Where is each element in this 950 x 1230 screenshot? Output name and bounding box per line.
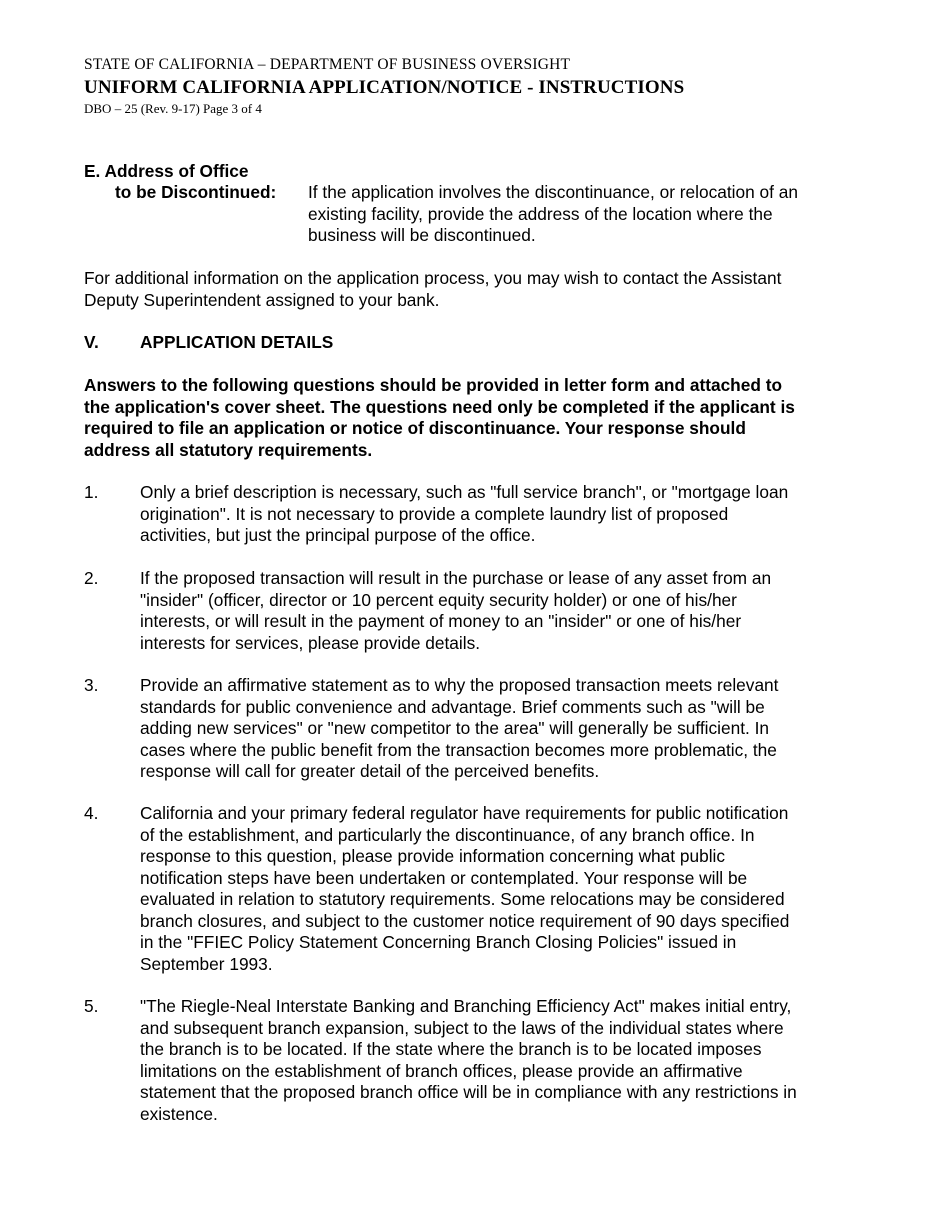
text-line: Deputy Superintendent assigned to your bank. <box>84 289 440 310</box>
text-line: Only a brief description is necessary, such as "full service branch", or "mortgage loan <box>140 482 789 502</box>
text-line: of the establishment, and particularly the discontinuance, of any branch office. In <box>140 824 755 845</box>
additional-info-paragraph <box>84 268 781 311</box>
header-form-id: DBO – 25 (Rev. 9-17) Page 3 of 4 <box>84 101 262 116</box>
text-line: origination". It is not necessary to provide a complete laundry list of proposed <box>140 503 729 524</box>
item-number: 2. <box>84 568 99 588</box>
header-title: UNIFORM CALIFORNIA APPLICATION/NOTICE - INSTRUCTIONS <box>84 77 685 98</box>
item-number: 5. <box>84 996 99 1016</box>
text-line: activities, but just the principal purpose of the office. <box>140 525 536 545</box>
section-e-text <box>308 182 798 247</box>
text-line: existence. <box>140 1103 218 1124</box>
text-line: For additional information on the application process, you may wish to contact the Assistant <box>84 268 782 288</box>
text-line: notification steps have been undertaken or contemplated. Your response will be <box>140 867 748 888</box>
text-line: evaluated in relation to statutory requirements. Some relocations may be considered <box>140 889 785 909</box>
text-line: cases where the public benefit from the transaction becomes more problematic, the <box>140 739 777 760</box>
text-line: interests, or will result in the payment of money to an "insider" or one of his/her <box>140 611 742 631</box>
text-line: limitations on the establishment of branch offices, please provide an affirmative <box>140 1060 743 1081</box>
item-number: 3. <box>84 675 99 695</box>
text-line: "The Riegle-Neal Interstate Banking and Branching Efficiency Act" makes initial entry, <box>140 996 792 1016</box>
text-line: "insider" (officer, director or 10 percent equity security holder) or one of his/her <box>140 589 737 610</box>
item-number: 1. <box>84 482 99 502</box>
text-line: in the "FFIEC Policy Statement Concerning Branch Closing Policies" issued in <box>140 932 737 952</box>
section-e-sublabel: to be Discontinued: <box>115 182 277 202</box>
text-line: required to file an application or notice of discontinuance. Your response should <box>84 418 746 438</box>
text-line: If the proposed transaction will result in the purchase or lease of any asset from an <box>140 568 772 588</box>
text-line: the branch is to be located. If the state where the branch is to be located imposes <box>140 1039 762 1059</box>
application-details-intro <box>84 375 795 461</box>
text-line: branch closures, and subject to the customer notice requirement of 90 days specified <box>140 910 790 931</box>
text-line: standards for public convenience and advantage. Brief comments such as "will be <box>140 696 765 717</box>
item-number: 4. <box>84 803 99 823</box>
list-item <box>140 482 788 547</box>
header-agency: STATE OF CALIFORNIA – DEPARTMENT OF BUSINESS OVERSIGHT <box>84 56 571 73</box>
text-line: adding new services" or "new competitor to the area" will generally be sufficient. In <box>140 718 770 738</box>
list-item <box>140 568 771 654</box>
text-line: response will call for greater detail of the perceived benefits. <box>140 761 600 781</box>
text-line: Answers to the following questions should be provided in letter form and attached to <box>84 375 783 395</box>
text-line: existing facility, provide the address of the location where the <box>308 203 773 224</box>
list-item <box>140 675 778 783</box>
list-item <box>140 803 789 975</box>
text-line: statement that the proposed branch office will be in compliance with any restrictions in <box>140 1082 797 1102</box>
text-line: response to this question, please provide information concerning what public <box>140 846 726 866</box>
list-item <box>140 996 797 1125</box>
section-v-number: V. <box>84 332 99 352</box>
section-e-label: E. Address of Office <box>84 161 249 181</box>
text-line: business will be discontinued. <box>308 225 536 245</box>
text-line: California and your primary federal regulator have requirements for public notification <box>140 803 789 823</box>
text-line: and subsequent branch expansion, subject to the laws of the individual states where <box>140 1017 784 1038</box>
text-line: September 1993. <box>140 953 273 974</box>
text-line: the application's cover sheet. The questions need only be completed if the applicant is <box>84 396 795 417</box>
text-line: interests for services, please provide details. <box>140 632 481 653</box>
section-v-title: APPLICATION DETAILS <box>140 332 334 352</box>
text-line: address all statutory requirements. <box>84 439 373 460</box>
text-line: If the application involves the discontinuance, or relocation of an <box>308 182 798 202</box>
text-line: Provide an affirmative statement as to why the proposed transaction meets relevant <box>140 675 779 695</box>
